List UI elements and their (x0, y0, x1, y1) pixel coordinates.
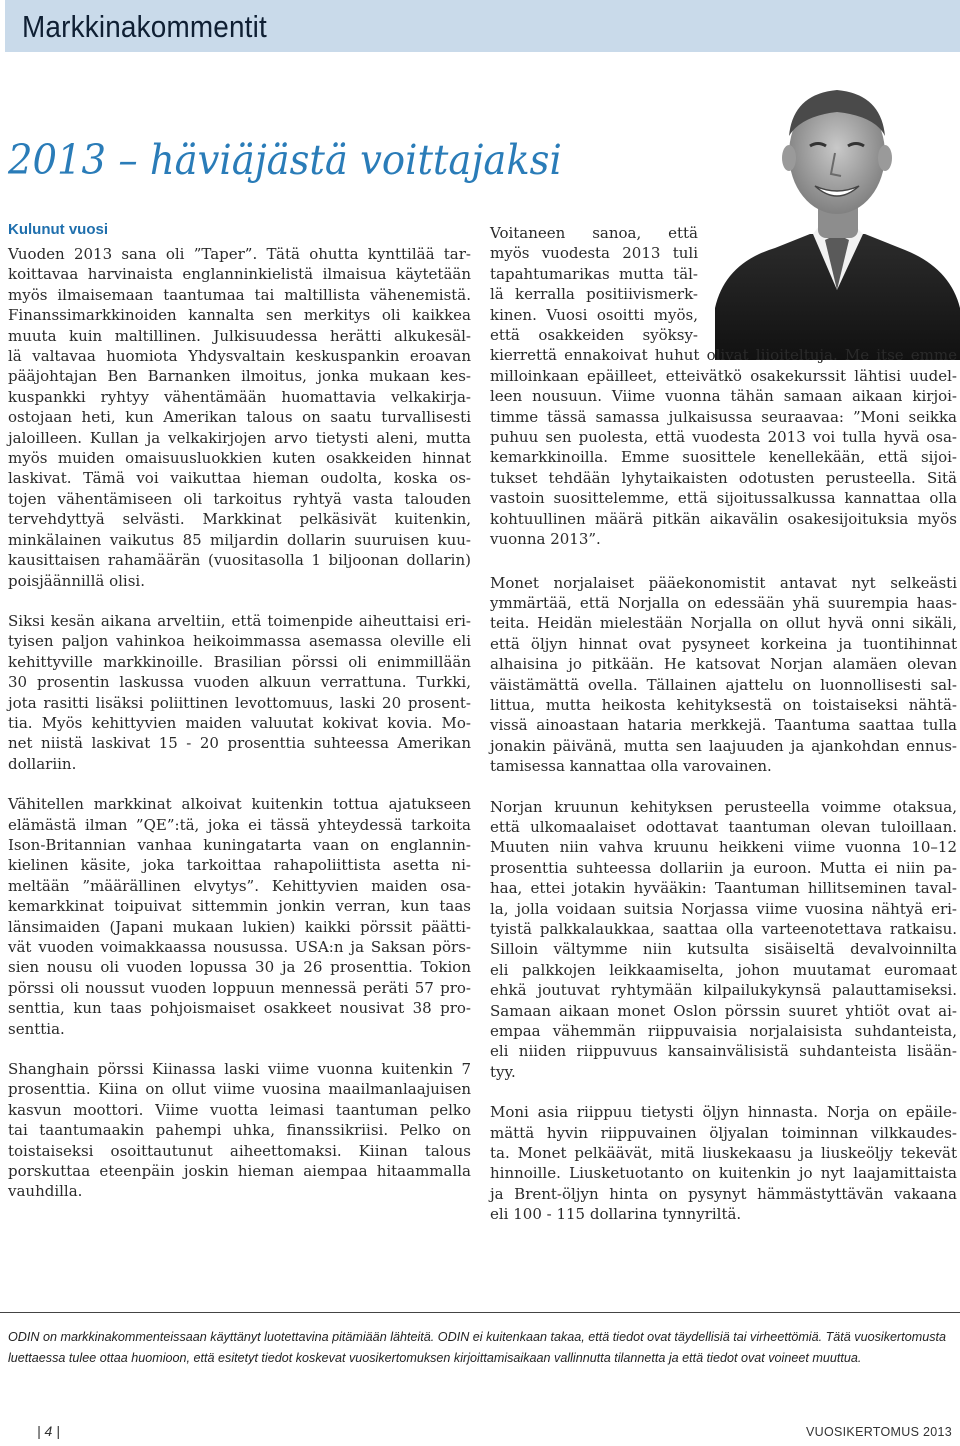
text-line: vuonna 2013”. (490, 530, 601, 549)
text-line: ymmärtää, että Norjalla on edessään yhä suurempia haas- (490, 593, 957, 612)
text-line: kemarkkinat toipuivat sittemmin jonkin verran, kun taas (8, 897, 471, 916)
text-line: sien nousu oli vuoden lopussa 30 ja 26 prosenttia. Tokion (8, 958, 471, 977)
text-line: la, jolla voidaan suitsia Norjassa viime vuosina nähtyä eri- (490, 899, 957, 918)
right-paragraph-4 (490, 1102, 957, 1224)
text-line: 30 prosentin laskussa vuoden alkuun verrattuna. Turkki, (8, 673, 471, 692)
text-line: tyy. (490, 1062, 516, 1081)
text-line: kielinen käsite, joka tarkoittaa rahapoliittista asetta ni- (8, 856, 471, 875)
text-line: tai taantumaakin pahempi uhka, finanssikriisi. Pelko on (8, 1121, 471, 1140)
text-line: että osakkeiden syöksy- (490, 326, 698, 345)
text-line: myös muiden omaisuusluokkien kuten osakkeiden hinnat (8, 449, 471, 468)
text-line: tamisessa kannattaa olla varovainen. (490, 757, 772, 776)
text-line: vauhdilla. (8, 1182, 83, 1201)
left-paragraph-3 (8, 794, 471, 1039)
text-line: vastoin suosittelemme, että sijoitussalkussa kannattaa olla (490, 489, 957, 508)
text-line: mättä hyvin riippuvainen öljyalan toiminnan vilkkaudes- (490, 1123, 957, 1142)
left-paragraph-1 (8, 244, 471, 591)
right-paragraph-1 (490, 223, 957, 550)
text-line: jaloilleen. Kullan ja velkakirjojen arvo tietysti aleni, mutta (8, 428, 471, 447)
text-line: Ison-Britannian vanhaa kuningatarta vaan on englannin- (8, 835, 471, 854)
text-line: dollariin. (8, 754, 77, 773)
footer-disclaimer: ODIN on markkinakommenteissaan käyttänyt luotettavina pitämiään lähteitä. ODIN ei kuitenkaan takaa, että tiedot ovat täydellisiä tai virheettömiä. Tätä vuosikertomusta luettaessa tulee ottaa huomioon, että esitetyt tiedot koskevat vuosikertomuksen kirjoittamisaikaan vallinnutta tilannetta ja että tiedot ovat voineet muuttua. (8, 1330, 947, 1365)
text-line: tia. Myös kehittyvien maiden valuutat kokivat kovia. Mo- (8, 713, 471, 732)
text-line: myös ilmaisemaan taantumaa tai maltillista vähenemistä. (8, 285, 471, 304)
text-line: kierrettä ennakoivat huhut olivat liioiteltuja. Me itse emme (490, 346, 957, 365)
text-line: Silloin vältymme niin kutsulta sisäiseltä devalvoinnilta (490, 940, 957, 959)
text-line: lä valtavaa huomiota Yhdysvaltain keskuspankin eroavan (8, 347, 471, 366)
text-line: ehkä joutuvat ryhtymään kilpailukykynsä palauttamiseksi. (490, 981, 957, 1000)
article-headline: 2013 – häviäjästä voittajaksi (8, 136, 562, 184)
right-paragraph-3 (490, 797, 957, 1083)
text-line: eli palkkojen leikkaamiselta, johon muutamat euromaat (490, 960, 957, 979)
text-line: kasvun moottori. Viime vuotta leimasi taantuman pelko (8, 1100, 471, 1119)
text-line: alhaisina jo pitkään. He katsovat Norjan alamäen olevan (490, 655, 957, 674)
text-line: haa, ettei jotakin hyvääkin: Taantuman hillitseminen taval- (490, 879, 957, 898)
text-line: pörssi oli noussut vuoden loppuun mennessä peräti 57 pro- (8, 978, 471, 997)
text-line: ta. Monet pelkäävät, mitä liuskekaasu ja liuskeöljy tekevät (490, 1144, 957, 1163)
text-line: tapahtumarikas mutta täl- (490, 264, 698, 283)
text-line: prosenttia. Kiina on ollut viime vuosina maailmanlaajuisen (8, 1080, 471, 1099)
text-line: vät vuoden voimakkaassa nousussa. USA:n ja Saksan pörs- (8, 938, 471, 956)
text-line: lä kerralla positiivismerk- (490, 285, 698, 304)
text-line: net niistä laskivat 15 - 20 prosenttia suhteessa Amerikan (8, 734, 471, 753)
text-line: pääjohtajan Ben Barnanken ilmoitus, jonka mukaan kes- (8, 367, 471, 386)
left-text-column (8, 244, 471, 1202)
section-title: Markkinakommentit (22, 9, 267, 44)
text-line: länsimaiden (Japani mukaan lukien) kaikki pörssit päätti- (8, 917, 471, 936)
text-line: porskuttaa eteenpäin joskin hieman aiempaa hitaammalla (8, 1162, 471, 1181)
text-line: Voitaneen sanoa, että (490, 224, 698, 242)
text-line: ostojaan heti, kun Amerikan talous on saatu turvallisesti (8, 408, 471, 427)
text-line: toistaiseksi osoittautunut aiheettomaksi. Kiinan talous (8, 1141, 471, 1160)
text-line: meltään ”määrällinen elvytys”. Kehittyvien maiden osa- (8, 876, 471, 895)
text-line: että ulkomaalaiset odottavat taantuman olevan tuloillaan. (490, 817, 957, 836)
text-line: kemarkkinoilla. Emme suosittele kenellekään, että sijoi- (490, 448, 957, 467)
text-line: hinnoille. Liusketuotanto on kuitenkin jo nyt laajamittaista (490, 1164, 957, 1183)
text-line: Muuten niin vahva kruunu heikkeni viime vuonna 10–12 (490, 838, 957, 857)
document-title: VUOSIKERTOMUS 2013 (806, 1425, 952, 1439)
text-line: kehittyville markkinoille. Brasilian pörssi oli enimmillään (8, 652, 471, 671)
text-line: ja Brent-öljyn hinta on pysynyt hämmästyttävän vakaana (490, 1184, 957, 1203)
right-paragraph-2 (490, 573, 957, 777)
text-line: eli niiden riippuvuus kansainvälisistä suhdanteista lisään- (490, 1042, 957, 1061)
text-line: Samaan aikaan monet Oslon pörssin suuret yhtiöt ovat ai- (490, 1001, 957, 1020)
text-line: poisjäännillä olisi. (8, 571, 145, 590)
text-line: että öljyn hinnat ovat pysyneet korkeina ja tuontihinnat (490, 634, 957, 653)
text-line: eli 100 - 115 dollarina tynnyriltä. (490, 1205, 742, 1224)
article-subheading: Kulunut vuosi (8, 221, 108, 238)
text-line: kinen. Vuosi osoitti myös, (490, 305, 698, 324)
text-line: jonakin päivänä, mutta sen laajuuden ja ajankohdan ennus- (490, 736, 957, 755)
text-line: Norjan kruunun kehityksen perusteella voimme otaksua, (490, 797, 957, 816)
left-paragraph-4 (8, 1059, 471, 1202)
text-line: tukset tehdään lyhytaikaisten odotusten perusteella. Sitä (490, 468, 957, 487)
text-line: timme tässä samassa julkaisussa seuraavaa: ”Moni seikka (490, 407, 957, 426)
left-paragraph-2 (8, 611, 471, 774)
text-line: kuspankki ryhtyy vähentämään huomattavia velkakirja- (8, 387, 471, 406)
footer-divider (0, 1312, 960, 1313)
text-line: senttia. (8, 1019, 65, 1038)
text-line: Moni asia riippuu tietysti öljyn hinnasta. Norja on epäile- (490, 1103, 957, 1122)
text-line: teita. Heidän mielestään Norjalla on ollut hyvä onni sikäli, (490, 614, 957, 633)
text-line: milloinkaan epäilleet, etteivätkö osakekurssit lähtisi uudel- (490, 366, 957, 385)
text-line: senttia, kun taas pohjoismaiset osakkeet nousivat 38 pro- (8, 999, 471, 1018)
text-line: empaa vähemmän riippuvaisia norjalaisista suhdanteista, (490, 1022, 957, 1041)
text-line: tojen vähentämiseen oli tarkoitus ryhtyä vasta talouden (8, 489, 471, 508)
text-line: tyistä palkkalaukkaa, saattaa olla varteenotettava ratkaisu. (490, 920, 957, 938)
text-line: Shanghain pörssi Kiinassa laski viime vuonna kuitenkin 7 (8, 1060, 471, 1079)
text-line: prosenttia suhteessa dollariin ja euroon. Mutta ei niin pa- (490, 858, 957, 877)
text-line: vissä ainoastaan hataria merkkejä. Taantuma saattaa tulla (490, 716, 957, 735)
text-line: kausittaisen rahamäärän (vuositasolla 1 biljoonan dollarin) (8, 551, 471, 570)
text-line: myös vuodesta 2013 tuli (490, 244, 698, 263)
text-line: väistämättä ovella. Tällainen ajattelu on luonnollisesti sal- (490, 675, 957, 694)
text-line: elämästä ilman ”QE”:tä, joka ei tässä yhteydessä tarkoita (8, 815, 471, 834)
text-line: puhuu sen puolesta, että vuodesta 2013 voi tulla hyvä osa- (490, 428, 957, 447)
text-line: minkälainen vaikutus 85 miljardin dollarin suuruisen kuu- (8, 530, 471, 549)
text-line: Vuoden 2013 sana oli ”Taper”. Tätä ohutta kynttilää tar- (8, 245, 471, 263)
right-text-column (490, 223, 957, 1225)
text-line: jota rasitti lisäksi poliittinen levottomuus, laski 20 prosent- (8, 693, 471, 712)
text-line: littua, mutta heikosta kehityksestä on toistaiseksi nähtä- (490, 695, 957, 714)
text-line: muuta kuin maltillinen. Julkisuudessa herätti alkukesäl- (8, 326, 471, 345)
page-number: | 4 | (37, 1423, 60, 1439)
text-line: leen nousuun. Viime vuonna tähän samaan aikaan kirjoi- (490, 387, 957, 406)
text-line: tervehdyttyä selvästi. Markkinat pelkäsivät kuitenkin, (8, 510, 471, 529)
text-line: Vähitellen markkinat alkoivat kuitenkin tottua ajatukseen (8, 795, 471, 814)
text-line: tyisen paljon vahinkoa heikoimmassa asemassa oleville eli (8, 632, 471, 651)
text-line: Siksi kesän aikana arveltiin, että toimenpide aiheuttaisi eri- (8, 611, 471, 630)
text-line: kohtuullinen määrä pitkän aikavälin osakesijoituksia myös (490, 509, 957, 528)
text-line: laskivat. Tämä voi vaikuttaa hieman oudolta, koska os- (8, 469, 471, 488)
text-line: Finanssimarkkinoiden kannalta sen merkitys oli kaikkea (8, 306, 471, 325)
text-line: Monet norjalaiset pääekonomistit antavat nyt selkeästi (490, 573, 957, 592)
text-line: koittavaa harvinaista englanninkielistä ilmaisua käytetään (8, 265, 471, 284)
